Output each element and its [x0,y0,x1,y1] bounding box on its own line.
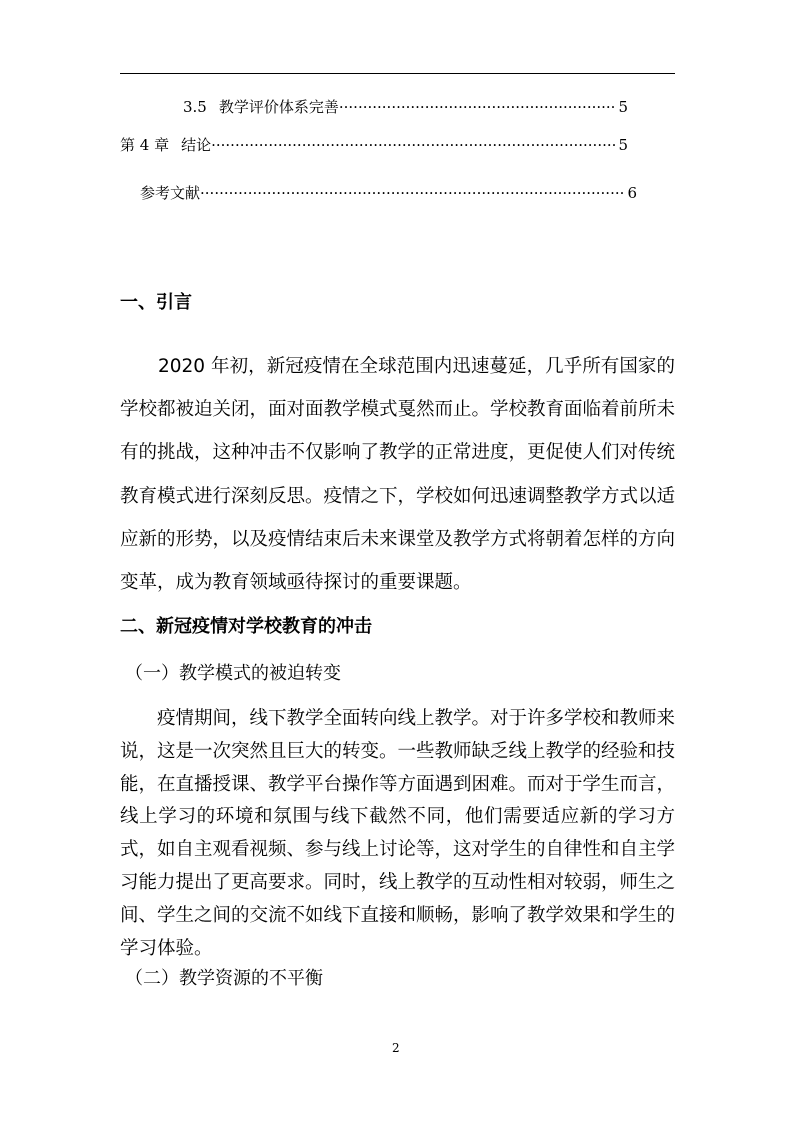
header-rule [120,73,675,74]
toc-leader-dots [211,136,616,154]
subsection-heading-resources: （二）教学资源的不平衡 [125,968,323,989]
toc-entry-page: 6 [627,184,637,202]
toc-entry-title: 参考文献 [140,184,201,202]
toc-entry-3-5[interactable] [183,96,628,117]
section-heading-intro: 一、引言 [120,292,192,313]
toc-leader-dots [339,98,617,116]
page-number: 2 [392,1041,400,1055]
toc-leader-dots [200,184,625,202]
toc-entry-title: 教学评价体系完善 [218,98,339,116]
section-heading-impact: 二、新冠疫情对学校教育的冲击 [120,616,372,637]
toc-entry-chapter-4[interactable] [120,134,628,155]
toc-entry-number: 3.5 [183,98,207,116]
toc-entry-title: 结论 [181,136,212,154]
intro-paragraph: 2020 年初，新冠疫情在全球范围内迅速蔓延，几乎所有国家的学校都被迫关闭，面对面教学模式戛然而止。学校教育面临着前所未有的挑战，这种冲击不仅影响了教学的正常进度，更促使人们对传统教育模式进行深刻反思。疫情之下，学校如何迅速调整教学方式以适应新的形势，以及疫情结束后未来课堂及教学方式将朝着怎样的方向变革，成为教育领域亟待探讨的重要课题。 [120,356,676,594]
teaching-mode-paragraph: 疫情期间，线下教学全面转向线上教学。对于许多学校和教师来说，这是一次突然且巨大的转变。一些教师缺乏线上教学的经验和技能，在直播授课、教学平台操作等方面遇到困难。而对于学生而言，线上学习的环境和氛围与线下截然不同，他们需要适应新的学习方式，如自主观看视频、参与线上讨论等，这对学生的自律性和自主学习能力提出了更高要求。同时，线上教学的互动性相对较弱，师生之间、学生之间的交流不如线下直接和顺畅，影响了教学效果和学生的学习体验。 [120,708,676,959]
toc-entry-references[interactable] [140,182,637,203]
subsection-heading-teaching-mode: （一）教学模式的被迫转变 [125,663,341,684]
toc-entry-number: 第 4 章 [120,136,170,154]
toc-entry-page: 5 [618,98,628,116]
toc-entry-page: 5 [618,136,628,154]
